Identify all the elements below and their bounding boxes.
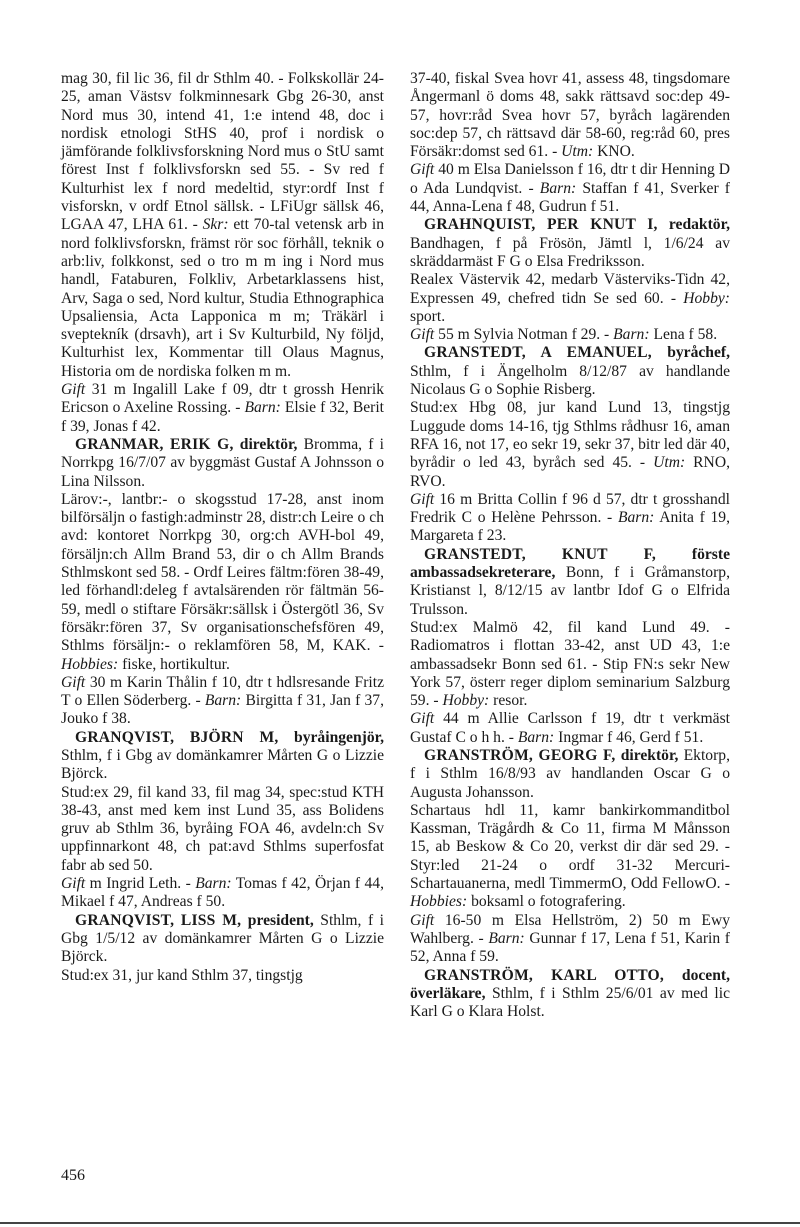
entry-name: GRANSTRÖM, GEORG F, [424,746,616,764]
page-edge-divider [0,1222,800,1224]
entry-label: Barn: [204,692,242,710]
entry-name: GRAHNQUIST, PER KNUT I, [424,216,658,234]
entry-text: Lena f 58. [649,326,718,344]
entry-paragraph [410,326,730,344]
entry-paragraph [61,674,384,729]
entry-text: Bromma, f i Norrkpg 16/7/07 av byggmäst Gustaf A Johnsson o Lina Nilsson. [61,435,385,490]
entry-label: Hobbies: [61,655,119,673]
entry-text: Birgitta f 31, Jan f 37, Jouko f 38. [61,692,384,728]
entry-text: Sthlm, f i Sthlm 25/6/01 av med lic Karl G o Klara Holst. [410,984,730,1021]
biography-entry [61,729,384,784]
entry-label: Gift [410,710,435,728]
entry-paragraph [410,802,730,912]
entry-paragraph [410,70,730,161]
entry-label: Barn: [613,326,650,344]
entry-text: fiske, hortikultur. [118,655,230,673]
entry-text: 44 m Allie Carlsson f 19, dtr t verkmäst Gustaf C o h h. - [410,710,730,746]
entry-title: president, [241,911,314,929]
right-column [410,70,730,1021]
entry-text: ett 70-tal vetensk arb in nord folklivsforskn, främst rör soc förhåll, teknik o arb:liv, folkkonst, sed o tro m m ing i Nord mus handl, Fataburen, Folkliv, Arbetarklassens hist, Arv, Saga o sed, Nord kultur, Studia Ethnographica Upsaliensia, Acta Lapponica m m; Träkärl i sveptekník (drsavh), art i Sv Kulturbild, Ny följd, Kulturhist lex, Kommentar till Olaus Magnus, Historia om de nordiska folken m m. [61,216,384,380]
entry-text: 16 m Britta Collin f 96 d 57, dtr t grosshandl Fredrik C o Helène Pehrsson. - [410,490,730,527]
entry-text: 30 m Karin Thålin f 10, dtr t hdlsresande Fritz T o Ellen Söderberg. - [61,673,384,710]
entry-title: förste ambassadsekreterare, [410,545,730,582]
entry-text: Elsie f 32, Berit f 39, Jonas f 42. [61,399,384,435]
entry-text: Schartaus hdl 11, kamr bankirkommanditbol Kassman, Trägårdh & Co 11, firma M Månsson 15, ab Beskow & Co 20, verkst dir där sed 29. - Styr:led 21-24 o ordf 31-32 Mercuri-Schartauanerna, medl TimmermO, Odd FellowO. - [410,801,730,893]
page-number: 456 [61,1167,85,1184]
entry-name: GRANSTRÖM, KARL OTTO, [424,966,664,984]
entry-title: byråchef, [651,344,730,362]
entry-text: Ingmar f 46, Gerd f 51. [554,728,704,746]
entry-label: Barn: [617,509,655,527]
entry-text: Bandhagen, f på Frösön, Jämtl l, 1/6/24 av skräddarmäst F G o Elsa Fredriksson. [410,234,730,270]
entry-text: resor. [489,692,528,710]
entry-name: GRANQVIST, LISS M, [75,911,242,929]
entry-label: Gift [61,875,86,893]
entry-label: Hobby: [683,289,730,307]
left-column [61,70,384,985]
biography-entry [61,912,384,967]
entry-text: 37-40, fiskal Svea hovr 41, assess 48, tingsdomare Ångermanl ö doms 48, sakk rättsavd soc:dep 49-57, hovr:råd Svea hovr 57, byråch lagärenden soc:dep 57, ch rättsavd där 58-60, reg:råd 60, pres Försäkr:domst sed 61. - [410,70,730,161]
entry-name: GRANSTEDT, KNUT F, [424,545,656,563]
entry-title: direktör, [615,746,679,764]
entry-label: Gift [410,161,435,179]
entry-label: Utm: [561,143,594,161]
entry-text: 40 m Elsa Danielsson f 16, dtr t dir Henning D o Ada Lundqvist. - [410,161,730,197]
entry-name: GRANQVIST, BJÖRN M, [75,728,279,746]
entry-text: Tomas f 42, Örjan f 44, Mikael f 47, Andreas f 50. [61,875,384,911]
entry-text: m Ingrid Leth. - [85,875,196,893]
entry-text: 31 m Ingalill Lake f 09, dtr t grossh Henrik Ericson o Axeline Rossing. - [61,381,384,417]
entry-text: sport. [410,307,446,325]
entry-text: Stud:ex 29, fil kand 33, fil mag 34, spec:stud KTH 38-43, anst med kem inst Lund 35, ass Bolidens gruv ab Sthlm 36, byråing FOA 46, avdeln:ch Sv uppfinnarkont 48, ch pat:avd Sthlms superfosfat fabr ab sed 50. [61,783,384,874]
entry-text: mag 30, fil lic 36, fil dr Sthlm 40. - Folkskollär 24-25, aman Västsv folkminnesark Gbg 26-30, anst Nord mus 30, intend 41, 1:e intend 48, doc i nordisk etnologi StHS 40, prof i nordisk o jämförande folklivsforskning Nord mus o StU samt förest Inst f folklivsforskn sed 55. - Sv red f Kulturhist lex f nord medeltid, styr:ordf Inst f visforskn, v ordf Etnol sällsk. - LFiUgr sällsk 46, LGAA 47, LHA 61. - [61,70,384,234]
entry-text: Sthlm, f i Ängelholm 8/12/87 av handlande Nicolaus G o Sophie Risberg. [410,362,730,399]
entry-label: Barn: [244,399,281,417]
entry-paragraph [61,875,384,912]
entry-label: Gift [61,381,86,399]
entry-paragraph [61,784,384,875]
entry-text: Ektorp, f i Sthlm 16/8/93 av handlanden Oscar G o Augusta Johansson. [410,746,730,801]
biography-entry [410,747,730,802]
biography-entry [410,216,730,271]
entry-label: Utm: [653,454,686,472]
entry-label: Gift [410,911,435,929]
entry-label: Gift [61,673,86,691]
entry-text: 16-50 m Elsa Hellström, 2) 50 m Ewy Wahlberg. - [410,911,730,947]
entry-text: Stud:ex 31, jur kand Sthlm 37, tingstjg [61,966,303,984]
entry-label: Skr: [202,216,229,234]
entry-paragraph [61,491,384,674]
entry-paragraph [61,381,384,436]
entry-title: byråingenjör, [278,728,385,746]
entry-title: docent, överläkare, [410,966,730,1002]
entry-text: boksaml o fotografering. [467,893,626,911]
entry-label: Barn: [539,179,577,197]
entry-paragraph [410,399,730,490]
entry-paragraph [410,912,730,967]
entry-label: Barn: [517,728,555,746]
entry-paragraph [410,710,730,747]
entry-text: Bonn, f i Gråmanstorp, Kristianst l, 8/12/15 av lantbr Idof G o Elfrida Trulsson. [410,564,730,618]
entry-text: Sthlm, f i Gbg 1/5/12 av domänkamrer Mårten G o Lizzie Björck. [61,911,384,966]
entry-text: Lärov:-, lantbr:- o skogsstud 17-28, anst inom bilförsäljn o fastigh:adminstr 28, distr:ch Leire o ch avd: kontoret Norrkpg 30, org:ch AVH-bol 49, försäljn:ch Allm Brand 53, dir o ch Allm Brands Sthlmskont sed 58. - Ordf Leires fältm:fören 38-49, led förhandl:deleg f avtalsärenden rör fältmän 56-59, medl o stiftare Försäkr:sällsk i Östergötl 36, Sv försäkr:fören 37, Sv organisationschefsfören 49, Sthlms försäljn:- o reklamfören 58, M, KAK. - [61,490,384,655]
entry-label: Gift [410,326,435,344]
entry-paragraph [410,271,730,326]
entry-paragraph [61,967,384,985]
entry-text: Stud:ex Malmö 42, fil kand Lund 49. - Radiomatros i flottan 33-42, anst UD 43, 1:e ambassadsekr Bonn sed 61. - Stip FN:s sekr New York 57, österr reger diplom seminarium Salzburg 59. - [410,618,730,710]
entry-text: Gunnar f 17, Lena f 51, Karin f 52, Anna f 59. [410,929,730,966]
entry-text: Anita f 19, Margareta f 23. [410,509,730,545]
entry-name: GRANMAR, ERIK G, [75,435,234,453]
entry-text: KNO. [593,143,635,161]
entry-text: Stud:ex Hbg 08, jur kand Lund 13, tingstjg Luggude doms 14-16, tjg Sthlms rådhusr 16, aman RFA 16, not 17, eo sekr 19, sekr 37, bitr led där 40, byrådir o led 43, byråch sed 45. - [410,399,730,472]
entry-name: GRANSTEDT, A EMANUEL, [424,344,652,362]
biography-entry [61,436,384,491]
entry-label: Barn: [195,875,232,893]
entry-title: redaktör, [657,216,730,234]
entry-label: Hobbies: [410,893,468,911]
entry-paragraph [410,491,730,546]
entry-paragraph [61,70,384,381]
biography-entry [410,967,730,1022]
entry-title: direktör, [233,435,298,453]
entry-text: Sthlm, f i Gbg av domänkamrer Mårten G o Lizzie Björck. [61,746,384,783]
biography-entry [410,546,730,619]
entry-text: 55 m Sylvia Notman f 29. - [434,326,614,344]
entry-paragraph [410,161,730,216]
biography-entry [410,344,730,399]
entry-paragraph [410,619,730,710]
entry-label: Barn: [488,929,525,947]
entry-label: Gift [410,490,435,508]
entry-text: RNO, RVO. [410,454,730,490]
entry-text: Realex Västervik 42, medarb Västerviks-Tidn 42, Expressen 49, chefred tidn Se sed 60. - [410,271,730,307]
entry-text: Staffan f 41, Sverker f 44, Anna-Lena f 48, Gudrun f 51. [410,179,730,216]
entry-label: Hobby: [442,692,490,710]
